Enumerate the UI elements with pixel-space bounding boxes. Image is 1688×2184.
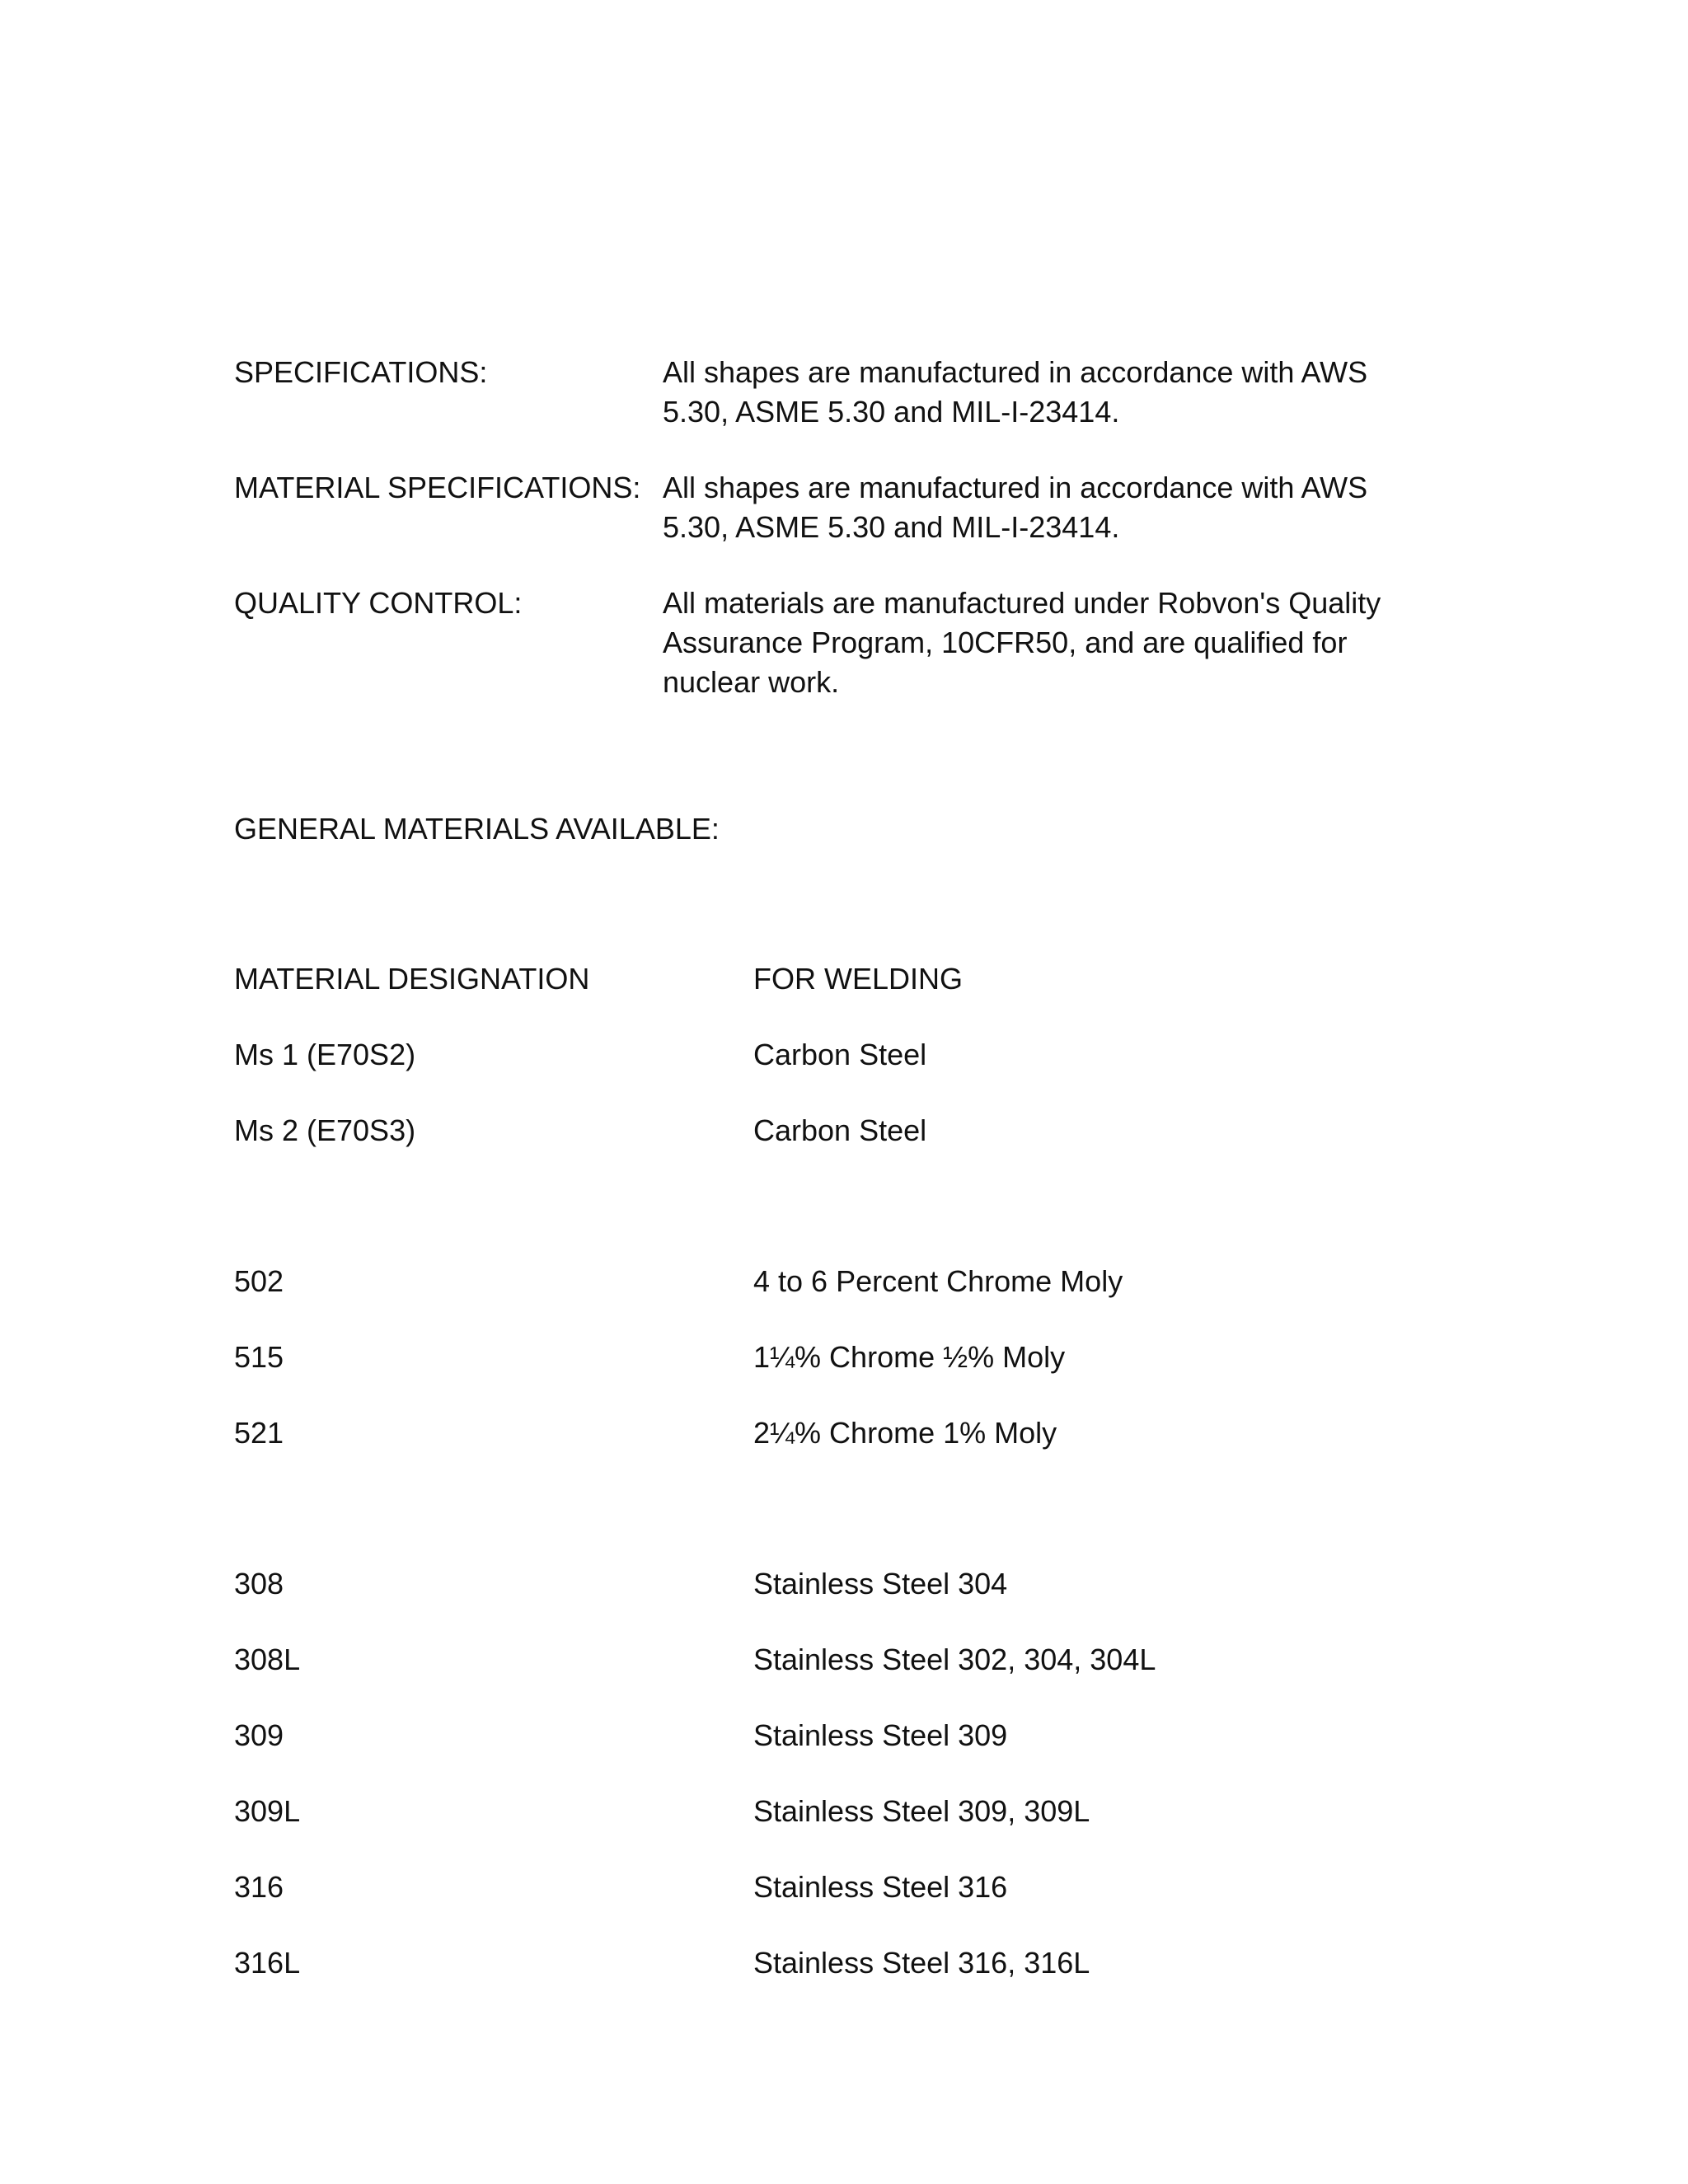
spec-value — [663, 353, 1437, 432]
material-usage: Stainless Steel 302, 304, 304L — [753, 1643, 1156, 1676]
material-usage: 4 to 6 Percent Chrome Moly — [753, 1264, 1123, 1298]
material-usage: 2¼% Chrome 1% Moly — [753, 1416, 1057, 1450]
spec-label: QUALITY CONTROL: — [234, 586, 523, 620]
material-usage: Stainless Steel 304 — [753, 1567, 1008, 1601]
spec-value-line: 5.30, ASME 5.30 and MIL-I-23414. — [663, 395, 1120, 429]
material-designation: Ms 1 (E70S2) — [234, 1038, 416, 1071]
spec-label: SPECIFICATIONS: — [234, 355, 488, 389]
material-designation: 502 — [234, 1264, 284, 1298]
material-designation: 309 — [234, 1718, 284, 1752]
material-designation: 316 — [234, 1870, 284, 1904]
material-row — [234, 1262, 1388, 1301]
material-row — [234, 1413, 1388, 1453]
material-usage: Stainless Steel 309 — [753, 1718, 1008, 1752]
material-designation: 309L — [234, 1794, 301, 1828]
material-row — [234, 1716, 1388, 1755]
material-usage: Stainless Steel 316 — [753, 1870, 1008, 1904]
designation-column-header: MATERIAL DESIGNATION — [234, 962, 590, 996]
material-usage: Carbon Steel — [753, 1038, 927, 1071]
spec-value-line: All shapes are manufactured in accordance with AWS — [663, 355, 1368, 389]
material-designation: 515 — [234, 1340, 284, 1374]
material-designation: Ms 2 (E70S3) — [234, 1113, 416, 1147]
material-row — [234, 1035, 1388, 1075]
material-row — [234, 1943, 1388, 1983]
usage-column-header: FOR WELDING — [753, 962, 964, 996]
material-row — [234, 1868, 1388, 1907]
material-designation: 308L — [234, 1643, 301, 1676]
material-row — [234, 1338, 1388, 1377]
material-usage: Stainless Steel 316, 316L — [753, 1946, 1090, 1980]
materials-header-row — [234, 959, 1388, 999]
material-row — [234, 1640, 1388, 1680]
spec-value-line: Assurance Program, 10CFR50, and are qualified for — [663, 626, 1348, 659]
spec-value-line: All materials are manufactured under Robvon's Quality — [663, 586, 1381, 620]
material-designation: 308 — [234, 1567, 284, 1601]
material-row — [234, 1564, 1388, 1604]
material-designation: 521 — [234, 1416, 284, 1450]
spec-value — [663, 583, 1437, 702]
material-row — [234, 1792, 1388, 1831]
spec-value — [663, 468, 1437, 547]
spec-value-line: 5.30, ASME 5.30 and MIL-I-23414. — [663, 510, 1120, 544]
general-materials-heading: GENERAL MATERIALS AVAILABLE: — [234, 812, 720, 846]
spec-value-line: nuclear work. — [663, 665, 840, 699]
material-designation: 316L — [234, 1946, 301, 1980]
material-row — [234, 1111, 1388, 1151]
spec-label: MATERIAL SPECIFICATIONS: — [234, 471, 641, 504]
material-usage: 1¼% Chrome ½% Moly — [753, 1340, 1066, 1374]
material-usage: Stainless Steel 309, 309L — [753, 1794, 1090, 1828]
spec-value-line: All shapes are manufactured in accordance with AWS — [663, 471, 1368, 504]
material-usage: Carbon Steel — [753, 1113, 927, 1147]
